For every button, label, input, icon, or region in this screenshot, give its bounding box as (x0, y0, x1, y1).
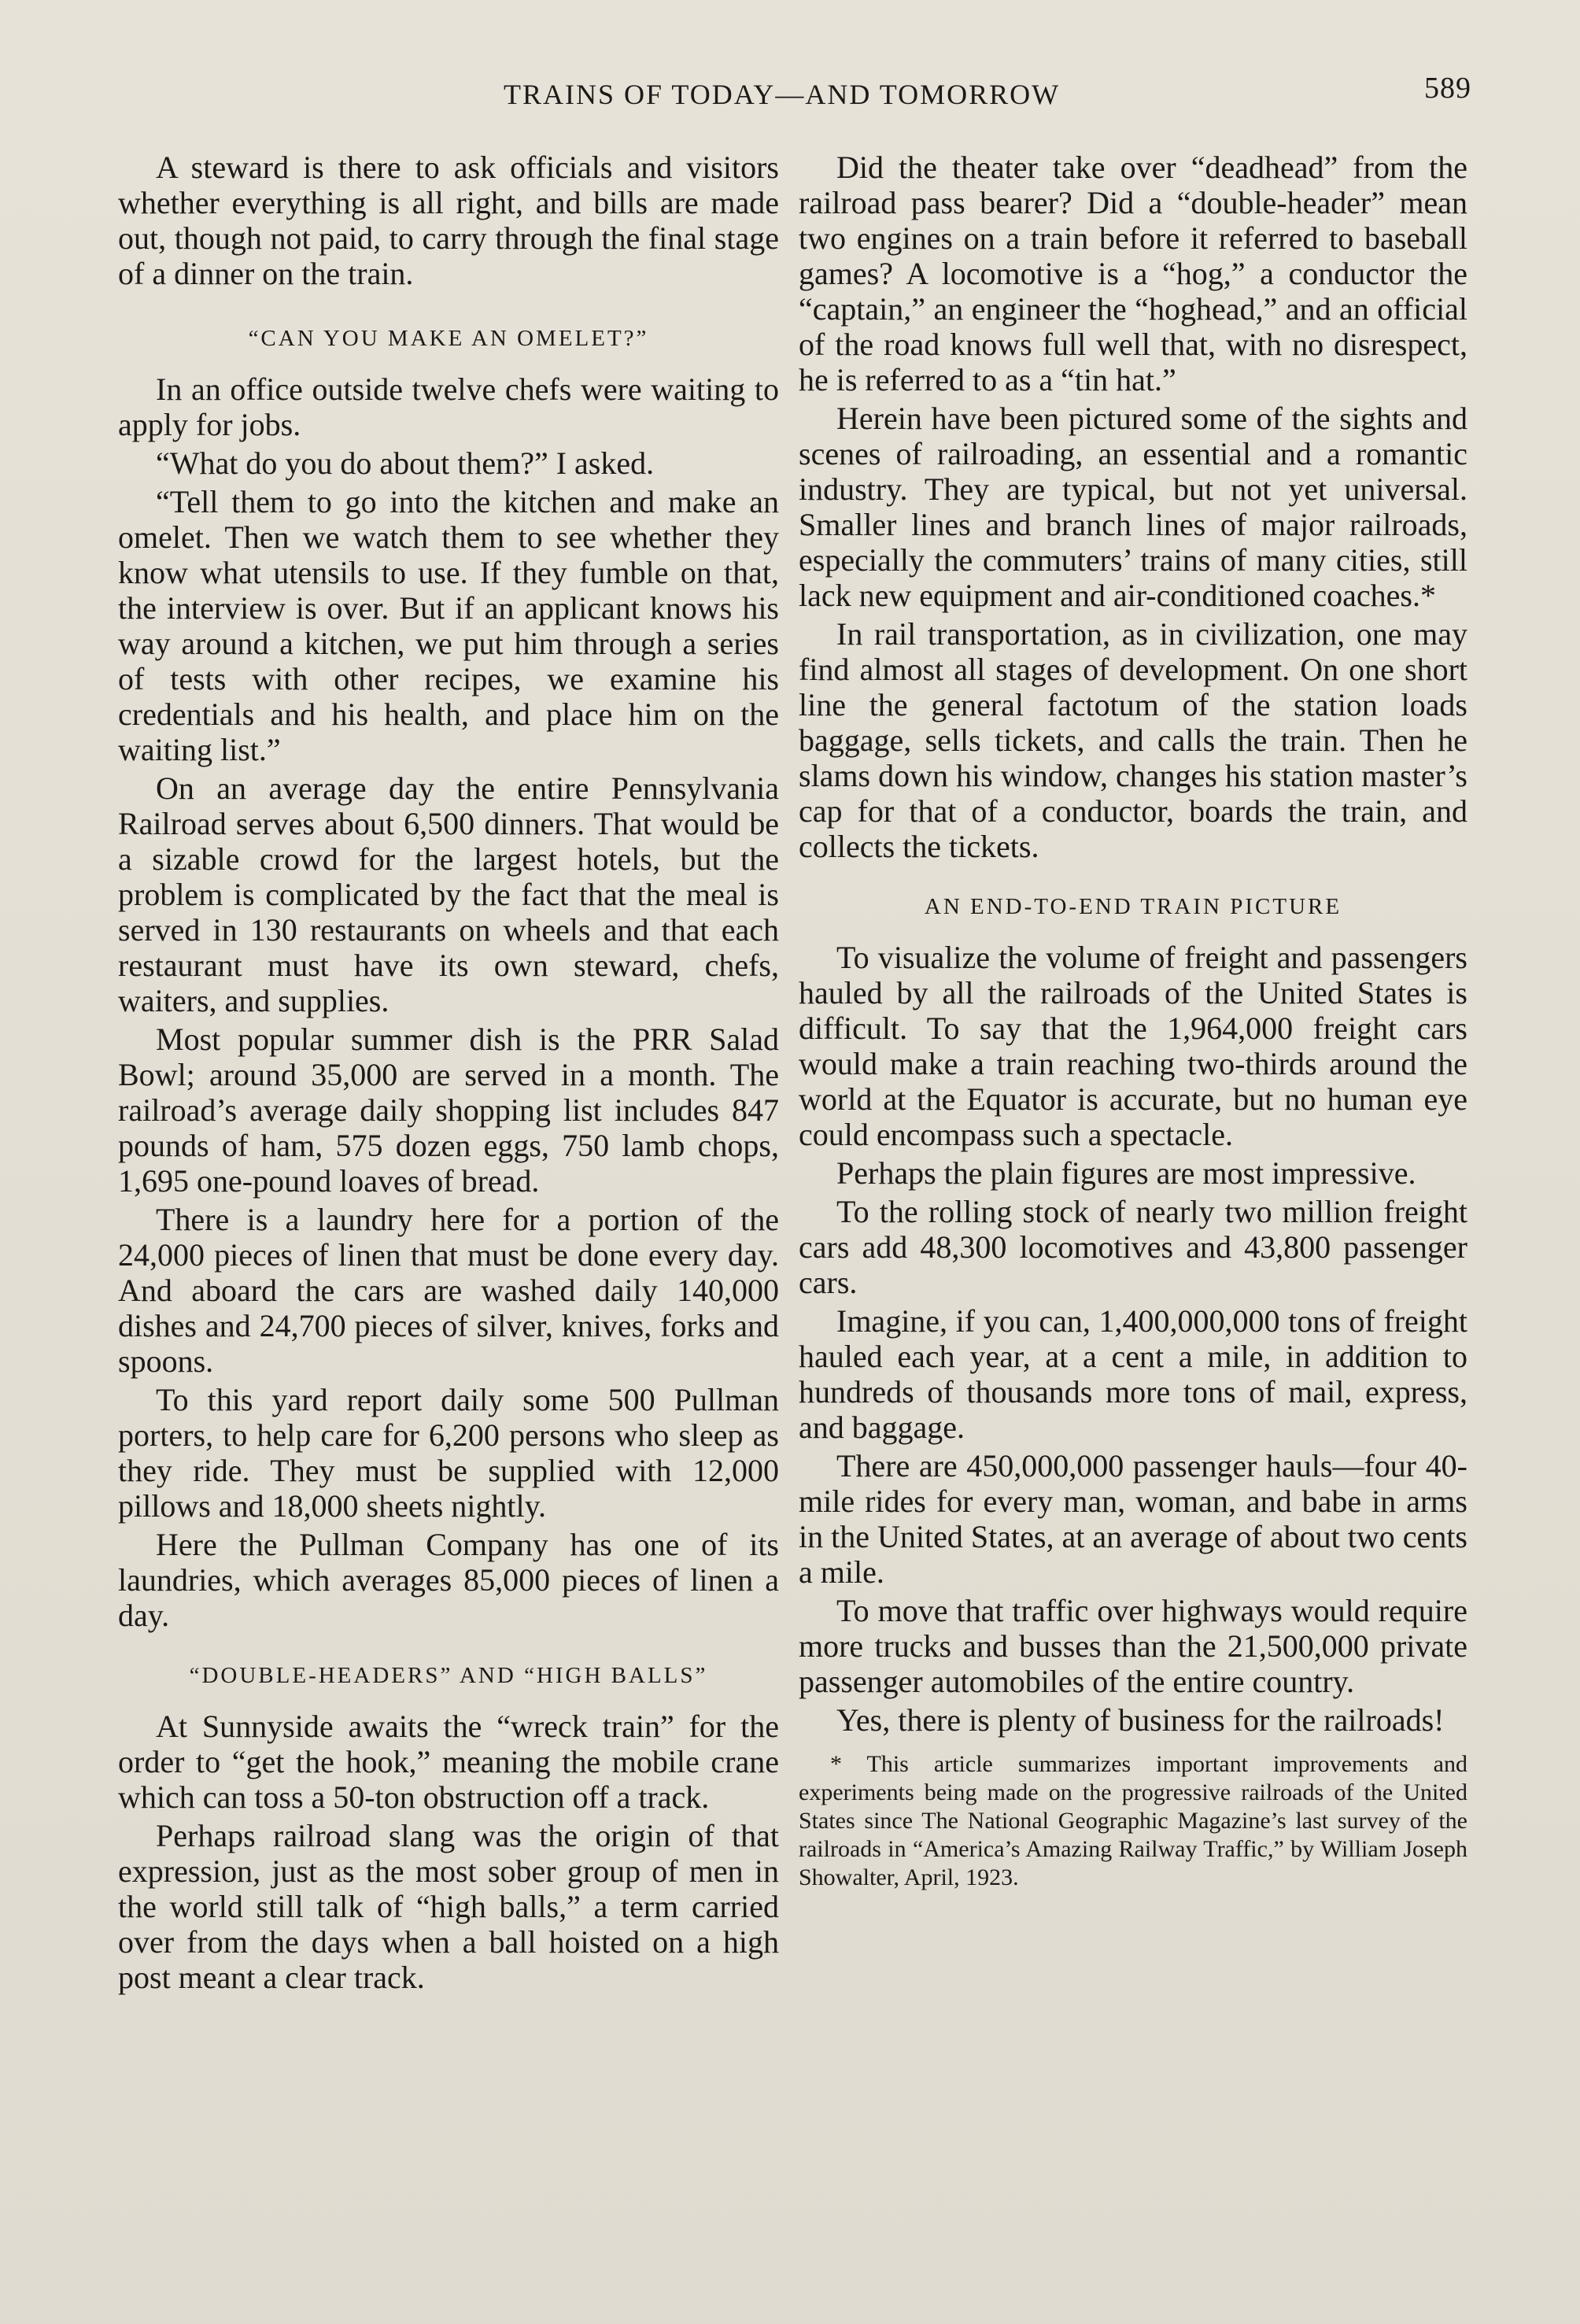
paragraph: Yes, there is plenty of business for the railroads! (836, 1702, 1445, 1738)
right-column (799, 150, 1467, 1892)
paragraph: There are 450,000,000 passenger hauls—four 40-mile rides for every man, woman, and babe in arms in the United States, at an average of about two cents a mile. (799, 1448, 1467, 1590)
paragraph: In rail transportation, as in civilization, one may find almost all stages of development. On one short line the general factotum of the station loads baggage, sells tickets, and calls the train. Then he slams down his window, changes his station master’s cap for that of a conductor, boards the train, and collects the tickets. (799, 616, 1467, 864)
footnote: * This article summarizes important improvements and experiments being made on the progressive railroads of the United States since The National Geographic Magazine’s last survey of the railroads in “America’s Amazing Railway Traffic,” by William Joseph Showalter, April, 1923. (799, 1751, 1467, 1890)
paragraph: A steward is there to ask officials and visitors whether everything is all right, and bills are made out, though not paid, to carry through the final stage of a dinner on the train. (118, 150, 779, 291)
paragraph: Perhaps railroad slang was the origin of that expression, just as the most sober group of men in the world still talk of “high balls,” a term carried over from the days when a ball hoisted on a high post meant a clear track. (118, 1818, 779, 1995)
paragraph: To the rolling stock of nearly two million freight cars add 48,300 locomotives and 43,800 passenger cars. (799, 1194, 1467, 1300)
paragraph: “Tell them to go into the kitchen and make an omelet. Then we watch them to see whether they know what utensils to use. If they fumble on that, the interview is over. But if an applicant knows his way around a kitchen, we put him through a series of tests with other recipes, we examine his credentials and his health, and place him on the waiting list.” (118, 484, 779, 767)
paragraph: Imagine, if you can, 1,400,000,000 tons of freight hauled each year, at a cent a mile, in addition to hundreds of thousands more tons of mail, express, and baggage. (799, 1303, 1467, 1445)
paragraph: “What do you do about them?” I asked. (156, 445, 655, 481)
subheading-double-headers: “DOUBLE-HEADERS” AND “HIGH BALLS” (189, 1663, 708, 1688)
paragraph: Perhaps the plain figures are most impressive. (836, 1155, 1416, 1191)
paragraph: To visualize the volume of freight and passengers hauled by all the railroads of the United States is difficult. To say that the 1,964,000 freight cars would make a train reaching two-thirds around the world at the Equator is accurate, but no human eye could encompass such a spectacle. (799, 940, 1467, 1152)
paragraph: Most popular summer dish is the PRR Salad Bowl; around 35,000 are served in a month. The railroad’s average daily shopping list includes 847 pounds of ham, 575 dozen eggs, 750 lamb chops, 1,695 one-pound loaves of bread. (118, 1022, 779, 1199)
paragraph: On an average day the entire Pennsylvania Railroad serves about 6,500 dinners. That would be a sizable crowd for the largest hotels, but the problem is complicated by the fact that the meal is served in 130 restaurants on wheels and that each restaurant must have its own steward, chefs, waiters, and supplies. (118, 770, 779, 1018)
page-number: 589 (1424, 72, 1471, 105)
paragraph: Herein have been pictured some of the sights and scenes of railroading, an essential and a romantic industry. They are typical, but not yet universal. Smaller lines and branch lines of major railroads, especially the commuters’ trains of many cities, still lack new equipment and air-conditioned coaches.* (799, 401, 1467, 613)
left-column (118, 150, 779, 1998)
subheading-omelet: “CAN YOU MAKE AN OMELET?” (248, 326, 649, 351)
subheading-end-to-end: AN END-TO-END TRAIN PICTURE (924, 894, 1342, 919)
paragraph: Did the theater take over “deadhead” from the railroad pass bearer? Did a “double-header” mean two engines on a train before it referred to baseball games? A locomotive is a “hog,” a conductor the “captain,” an engineer the “hoghead,” and an official of the road knows full well that, with no disrespect, he is referred to as a “tin hat.” (799, 150, 1467, 397)
paragraph: To this yard report daily some 500 Pullman porters, to help care for 6,200 persons who sleep as they ride. They must be supplied with 12,000 pillows and 18,000 sheets nightly. (118, 1382, 779, 1524)
paragraph: At Sunnyside awaits the “wreck train” for the order to “get the hook,” meaning the mobile crane which can toss a 50-ton obstruction off a track. (118, 1709, 779, 1815)
paragraph: There is a laundry here for a portion of the 24,000 pieces of linen that must be done every day. And aboard the cars are washed daily 140,000 dishes and 24,700 pieces of silver, knives, forks and spoons. (118, 1202, 779, 1379)
paragraph: In an office outside twelve chefs were waiting to apply for jobs. (118, 371, 779, 442)
paragraph: Here the Pullman Company has one of its laundries, which averages 85,000 pieces of linen a day. (118, 1527, 779, 1633)
running-title: TRAINS OF TODAY—AND TOMORROW (504, 79, 1061, 110)
paragraph: To move that traffic over highways would require more trucks and busses than the 21,500,000 private passenger automobiles of the entire country. (799, 1593, 1467, 1699)
